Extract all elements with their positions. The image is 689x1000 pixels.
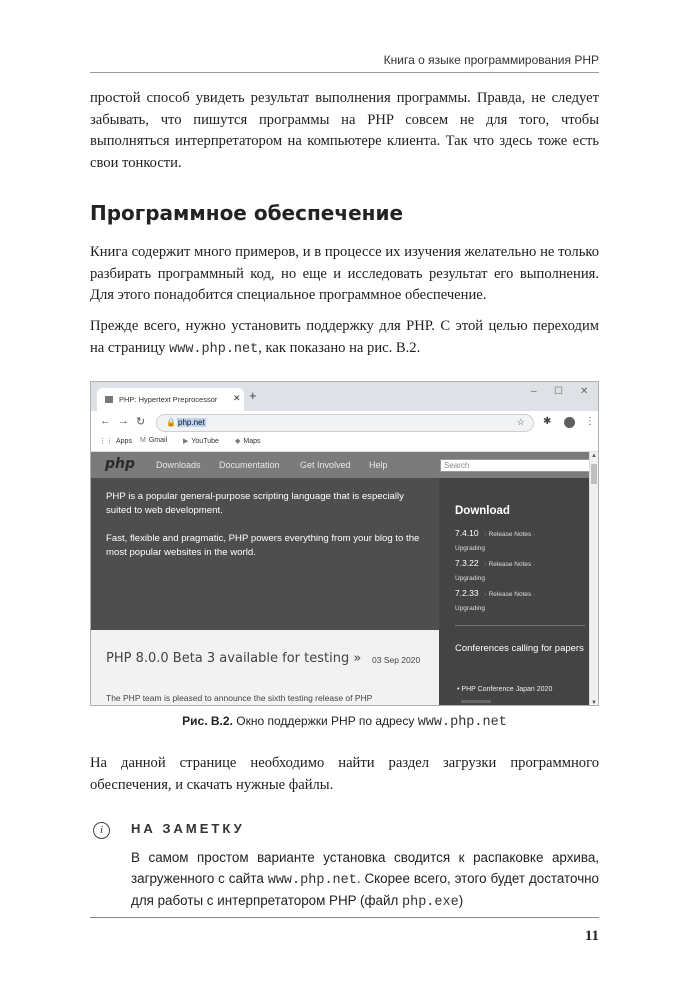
nav-link-documentation[interactable]: Documentation <box>219 460 280 470</box>
page-number: 11 <box>584 928 599 944</box>
scroll-up-icon[interactable]: ▲ <box>591 453 597 459</box>
bookmark-youtube[interactable] <box>183 437 219 445</box>
php-navbar <box>91 452 598 478</box>
news-date: 03 Sep 2020 <box>372 655 421 665</box>
conference-item[interactable]: • PHP Conference Japan 2020 <box>457 686 553 693</box>
note-title: НА ЗАМЕТКУ <box>131 821 245 836</box>
php-logo[interactable]: php <box>105 456 136 472</box>
maximize-icon[interactable]: ☐ <box>554 386 563 397</box>
bookmark-gmail[interactable] <box>140 437 167 444</box>
upgrading-link[interactable]: Upgrading <box>455 545 485 552</box>
note-text-2: . Скорее всего, этого будет достаточно для работы с интерпретатором PHP (файл <box>131 870 600 908</box>
browser-tab[interactable] <box>97 388 244 411</box>
install-text-before: Прежде всего, нужно установить поддержку для PHP. С этой целью переходим на страницу <box>90 318 599 356</box>
upgrading-link[interactable]: Upgrading <box>455 605 485 612</box>
lock-icon: 🔒 <box>166 418 176 427</box>
note-url: www.php.net <box>267 872 357 888</box>
bookmarks-bar <box>91 435 598 452</box>
back-icon[interactable]: ← <box>100 415 111 427</box>
bookmark-maps[interactable] <box>235 437 261 445</box>
address-bar-row <box>91 411 598 435</box>
search-input[interactable]: Search <box>440 459 591 472</box>
tab-bar <box>91 382 598 411</box>
bookmark-label: Gmail <box>148 437 168 444</box>
scroll-down-icon[interactable]: ▼ <box>591 700 597 706</box>
version-number[interactable]: 7.3.22 <box>455 558 479 568</box>
info-icon: i <box>93 822 110 839</box>
bookmark-label: YouTube <box>191 438 219 445</box>
reload-icon[interactable]: ↻ <box>136 416 146 428</box>
caption-text: Окно поддержки PHP по адресу <box>232 714 418 728</box>
release-notes-link[interactable]: · Release Notes · <box>484 531 536 538</box>
url-text[interactable]: php.net <box>178 418 205 427</box>
caption-label: Рис. В.2. <box>182 714 233 728</box>
news-title[interactable]: PHP 8.0.0 Beta 3 available for testing » <box>106 651 362 666</box>
window-close-icon[interactable]: ✕ <box>580 386 589 397</box>
omnibox[interactable] <box>156 414 534 432</box>
extensions-icon[interactable]: ✱ <box>543 416 552 427</box>
footer-rule <box>90 917 599 918</box>
hero-text-1: PHP is a popular general-purpose scripting language that is especially suited to web development. <box>106 491 404 516</box>
bookmark-apps[interactable] <box>99 437 132 445</box>
conference-item-cut <box>461 700 491 703</box>
apps-grid-icon: ⋮⋮ <box>99 438 113 445</box>
hero-section <box>91 478 439 630</box>
install-text-after: , как показано на рис. В.2. <box>258 339 421 356</box>
version-row[interactable] <box>455 588 535 598</box>
running-head: Книга о языке программирования PHP <box>383 53 599 67</box>
forward-icon[interactable]: → <box>118 415 129 427</box>
version-row[interactable] <box>455 558 535 568</box>
note-body <box>131 848 599 914</box>
hero-text-2: Fast, flexible and pragmatic, PHP powers everything from your blog to the most popular websites in the world. <box>106 533 420 558</box>
scrollbar[interactable] <box>589 452 598 706</box>
upgrading-link[interactable]: Upgrading <box>455 575 485 582</box>
figure-caption <box>0 714 689 730</box>
maps-icon: ◆ <box>235 438 241 445</box>
tab-title: PHP: Hypertext Preprocessor <box>119 395 218 404</box>
bookmark-label: Apps <box>116 438 132 445</box>
header-rule <box>90 72 599 73</box>
version-number[interactable]: 7.2.33 <box>455 588 479 598</box>
new-tab-icon[interactable]: + <box>249 388 257 403</box>
minimize-icon[interactable]: – <box>531 386 537 397</box>
download-sidebar <box>439 478 591 706</box>
tab-close-icon[interactable]: ✕ <box>233 393 241 403</box>
news-area <box>91 630 439 706</box>
nav-link-help[interactable]: Help <box>369 460 388 470</box>
download-heading: Download <box>455 505 510 517</box>
figure-screenshot <box>90 381 599 706</box>
youtube-icon: ▶ <box>183 438 189 445</box>
php-favicon-icon <box>105 396 113 403</box>
intro-paragraph: простой способ увидеть результат выполнения программы. Правда, не следует забывать, что пишутся программы на PHP совсем не для того, чтобы выполняться интерпретатором на компьютере клиента. Так что здесь тоже есть свои тонкости. <box>90 90 599 171</box>
bookmark-label: Maps <box>243 438 261 445</box>
release-notes-link[interactable]: · Release Notes · <box>484 561 536 568</box>
note-file: php.exe <box>402 895 459 910</box>
paragraph-download: На данной странице необходимо найти раздел загрузки программного обеспечения, и скачать нужные файлы. <box>90 755 599 793</box>
section-title: Программное обеспечение <box>90 201 404 225</box>
version-number[interactable]: 7.4.10 <box>455 528 479 538</box>
release-notes-link[interactable]: · Release Notes · <box>484 591 536 598</box>
conferences-heading: Conferences calling for papers <box>455 643 584 654</box>
sidebar-divider <box>455 625 585 626</box>
nav-link-downloads[interactable]: Downloads <box>156 460 201 470</box>
install-url: www.php.net <box>169 341 259 357</box>
paragraph-install <box>90 316 599 360</box>
news-body: The PHP team is pleased to announce the sixth testing release of PHP <box>106 693 373 703</box>
bookmark-star-icon[interactable]: ☆ <box>516 417 525 427</box>
note-text-3: ) <box>458 893 464 908</box>
menu-icon[interactable]: ⋮ <box>585 416 595 427</box>
note-text-1: В самом простом варианте установка сводится к распаковке архива, загруженного с сайта <box>131 850 599 886</box>
caption-url: www.php.net <box>417 715 507 730</box>
nav-link-get-involved[interactable]: Get Involved <box>300 460 351 470</box>
gmail-icon: M <box>140 437 146 444</box>
paragraph-software: Книга содержит много примеров, и в процессе их изучения желательно не только разбирать программный код, но еще и исследовать результат его выполнения. Для этого понадобится специальное программное обеспечение. <box>90 244 599 303</box>
version-row[interactable] <box>455 528 535 538</box>
scroll-thumb[interactable] <box>591 464 597 484</box>
avatar[interactable] <box>564 417 575 428</box>
